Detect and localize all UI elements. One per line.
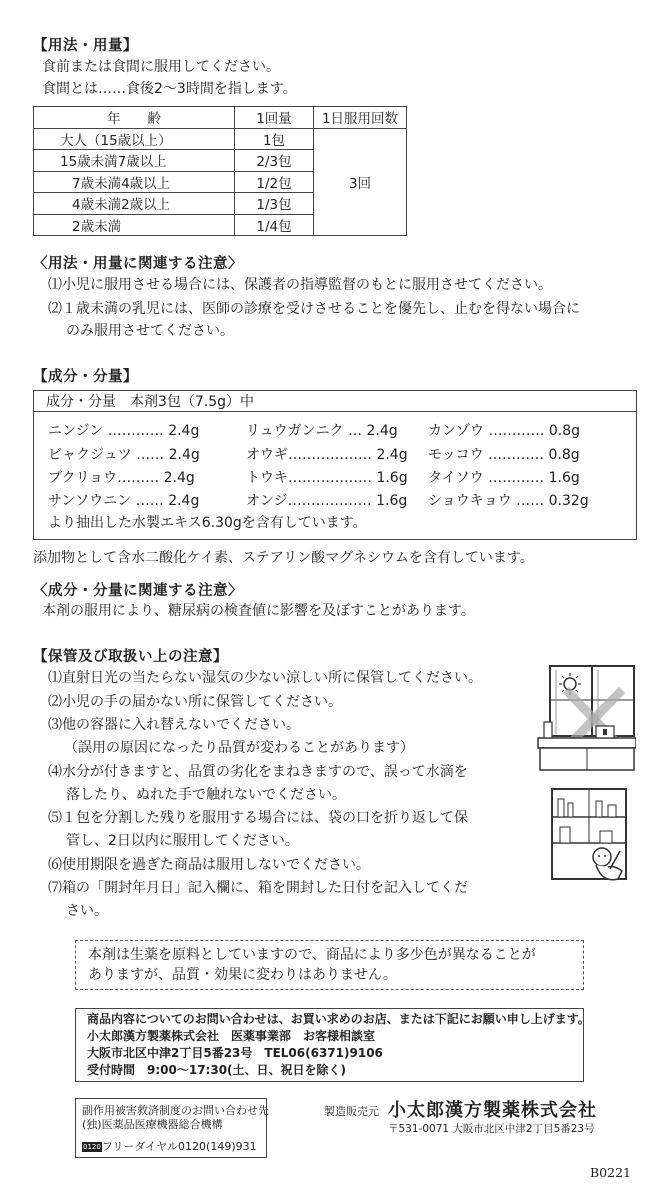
storage-line: ⑶他の容器に入れ替えないでください。 xyxy=(48,717,300,733)
dose-cell: 1/4包 xyxy=(235,214,314,236)
usage-note-1: ⑴小児に服用させる場合には、保護者の指導監督のもとに服用させてください。 xyxy=(48,277,552,293)
table-row xyxy=(34,128,407,150)
freedial-line xyxy=(82,1138,257,1154)
ingredient-item: リュウガンニク … 2.4g xyxy=(246,423,398,439)
ingredient-item: モッコウ ………… 0.8g xyxy=(428,447,580,463)
ingredients-box-header: 成分・分量 本剤3包（7.5g）中 xyxy=(46,394,255,410)
storage-line: 管し、2日以内に服用してください。 xyxy=(66,833,299,849)
usage-heading: 【用法・用量】 xyxy=(33,38,138,54)
usage-notes-heading: 〈用法・用量に関連する注意〉 xyxy=(33,256,243,272)
ingredient-item: サンソウニン …… 2.4g xyxy=(48,493,200,509)
manufacturer-address: 〒531-0071 大阪市北区中津2丁目5番23号 xyxy=(388,1123,595,1135)
ingredients-heading: 【成分・分量】 xyxy=(33,369,138,385)
age-cell: 2歳未満 xyxy=(34,214,235,236)
times-cell: 3回 xyxy=(314,128,407,236)
ingredients-additives: 添加物として含水二酸化ケイ素、ステアリン酸マグネシウムを含有しています。 xyxy=(33,550,534,566)
herbal-notice-line-1: 本剤は生薬を原料としていますので、商品により多少色が異なることが xyxy=(88,947,536,963)
header-dose: 1回量 xyxy=(235,107,314,129)
ingredient-notes-text: 本剤の服用により、糖尿病の検査値に影響を及ぼすことがあります。 xyxy=(42,603,475,619)
dosage-table xyxy=(33,106,407,236)
ingredient-item: タイソウ ………… 1.6g xyxy=(428,470,580,486)
ingredient-item: ショウキョウ …… 0.32g xyxy=(428,493,589,509)
manufacturer-name: 小太郎漢方製薬株式会社 xyxy=(388,1100,597,1121)
dosage-table-header xyxy=(34,107,407,129)
usage-line-1: 食前または食間に服用してください。 xyxy=(42,59,280,75)
age-cell: 4歳未満2歳以上 xyxy=(34,193,235,215)
storage-heading: 【保管及び取扱い上の注意】 xyxy=(33,649,228,665)
child-cabinet-illustration xyxy=(550,787,630,887)
storage-line: さい。 xyxy=(66,903,108,919)
dose-cell: 2/3包 xyxy=(235,150,314,172)
dose-cell: 1/2包 xyxy=(235,171,314,193)
contact-line-4: 受付時間 9:00〜17:30(土、日、祝日を除く) xyxy=(87,1063,347,1077)
ingredient-item: ニンジン ………… 2.4g xyxy=(48,423,200,439)
sunlight-window-illustration xyxy=(536,660,636,772)
header-times: 1日服用回数 xyxy=(314,107,407,129)
header-age: 年 齢 xyxy=(34,107,235,129)
storage-line: ⑴直射日光の当たらない湿気の少ない涼しい所に保管してください。 xyxy=(48,670,482,686)
relief-line-2: (独)医薬品医療機器総合機構 xyxy=(82,1118,223,1131)
storage-line: ⑷水分が付きますと、品質の劣化をまねきますので、誤って水滴を xyxy=(48,764,468,780)
contact-line-1: 商品内容についてのお問い合わせは、お買い求めのお店、または下記にお願い申し上げます。 xyxy=(87,1012,590,1026)
relief-line-1: 副作用被害救済制度のお問い合わせ先 xyxy=(82,1104,269,1117)
usage-note-2: ⑵１歳未満の乳児には、医師の診療を受けさせることを優先し、止むを得ない場合に xyxy=(48,301,580,317)
storage-line: ⑸１包を分割した残りを服用する場合には、袋の口を折り返して保 xyxy=(48,810,468,826)
contact-line-3: 大阪市北区中津2丁目5番23号 TEL06(6371)9106 xyxy=(87,1046,383,1060)
ingredient-item: オンジ……………… 1.6g xyxy=(246,493,408,509)
ingredient-item: カンゾウ ………… 0.8g xyxy=(428,423,581,439)
ingredients-extract: より抽出した水製エキス6.30gを含有しています。 xyxy=(48,515,367,531)
age-cell: 7歳未満4歳以上 xyxy=(34,171,235,193)
herbal-notice-line-2: ありますが、品質・効果に変わりはありません。 xyxy=(88,967,397,983)
ingredient-notes-heading: 〈成分・分量に関連する注意〉 xyxy=(33,583,243,599)
dose-cell: 1/3包 xyxy=(235,193,314,215)
usage-line-2: 食間とは……食後2〜3時間を指します。 xyxy=(42,81,297,97)
contact-line-2: 小太郎漢方製薬株式会社 医薬事業部 お客様相談室 xyxy=(87,1029,376,1043)
usage-note-2-cont: のみ服用させてください。 xyxy=(66,323,234,339)
ingredient-item: オウギ……………… 2.4g xyxy=(246,447,408,463)
storage-line: ⑺箱の「開封年月日」記入欄に、箱を開封した日付を記入してくだ xyxy=(48,880,468,896)
storage-line: ⑹使用期限を過ぎた商品は服用しないでください。 xyxy=(48,857,370,873)
ingredient-item: ビャクジュツ …… 2.4g xyxy=(48,447,200,463)
freedial-number: フリーダイヤル0120(149)931 xyxy=(101,1140,257,1153)
storage-line: 落したり、ぬれた手で触れないでください。 xyxy=(66,787,346,803)
age-cell: 15歳未満7歳以上 xyxy=(34,150,235,172)
freedial-icon: 0120 xyxy=(83,1143,101,1151)
ingredient-item: ブクリョウ……… 2.4g xyxy=(48,470,195,486)
storage-line: （誤用の原因になったり品質が変わることがあります） xyxy=(64,740,414,756)
manufacturer-label: 製造販売元 xyxy=(324,1105,379,1118)
ingredient-item: トウキ……………… 1.6g xyxy=(246,470,408,486)
document-code: B0221 xyxy=(590,1165,631,1180)
storage-line: ⑵小児の手の届かない所に保管してください。 xyxy=(48,694,342,710)
age-cell: 大人（15歳以上） xyxy=(34,128,235,150)
dose-cell: 1包 xyxy=(235,128,314,150)
